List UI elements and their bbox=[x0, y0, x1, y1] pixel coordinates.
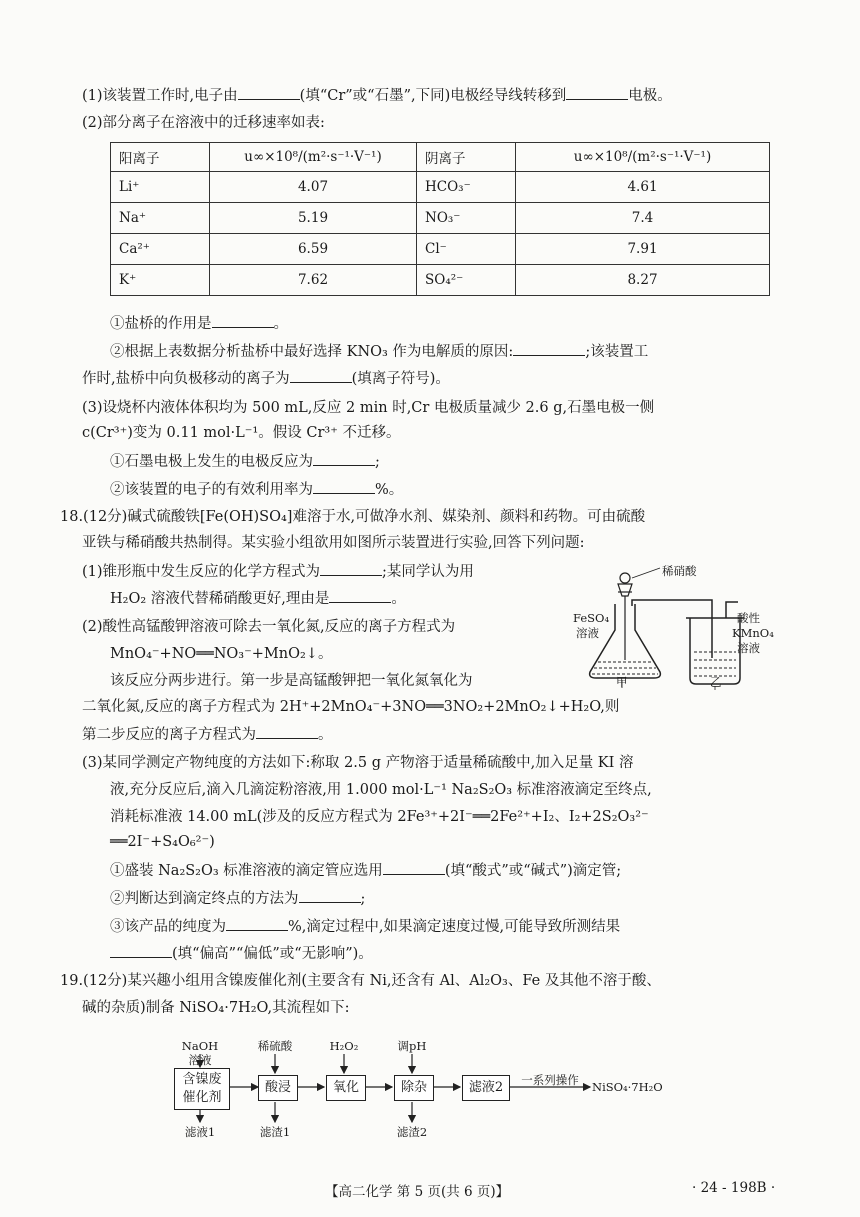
q17-part3-cont: c(Cr³⁺)变为 0.11 mol·L⁻¹。假设 Cr³⁺ 不迁移。 bbox=[82, 425, 401, 441]
delivery-tube bbox=[632, 600, 712, 658]
funnel-body bbox=[618, 584, 632, 596]
q18-sub3: ③该产品的纯度为 %,滴定过程中,如果滴定速度过慢,可能导致所测结果 bbox=[110, 916, 620, 937]
answer-blank[interactable] bbox=[329, 588, 391, 603]
flow-box-catalyst: 含镍废 催化剂 bbox=[174, 1068, 230, 1110]
flow-box-impurity-removal: 除杂 bbox=[394, 1075, 434, 1101]
flow-box-acid-leach: 酸浸 bbox=[258, 1075, 298, 1101]
q17-sub3: ①石墨电极上发生的电极反应为 ; bbox=[110, 451, 380, 472]
answer-blank[interactable] bbox=[299, 888, 361, 903]
residue1-label: 滤渣1 bbox=[259, 1125, 291, 1139]
table-row: Ca²⁺ 6.59 Cl⁻ 7.91 bbox=[111, 234, 770, 265]
q18-part3-cont2: 消耗标准液 14.00 mL(涉及的反应方程式为 2Fe³⁺+2I⁻══2Fe²⁺+I₂、I₂+2S₂O₃²⁻ bbox=[110, 809, 649, 825]
q17-part2: (2)部分离子在溶液中的迁移速率如表: bbox=[82, 115, 325, 131]
q19-stem-cont: 碱的杂质)制备 NiSO₄·7H₂O,其流程如下: bbox=[82, 1000, 350, 1016]
series-operations-label: 一系列操作 bbox=[521, 1073, 579, 1087]
q18-part2-cont2: 二氧化氮,反应的离子方程式为 2H⁺+2MnO₄⁻+3NO══3NO₂+2MnO₂↓+H₂O,则 bbox=[82, 699, 620, 715]
q18-part3: (3)某同学测定产物纯度的方法如下:称取 2.5 g 产物溶于适量稀硫酸中,加入足量 KI 溶 bbox=[82, 755, 634, 771]
feso4-solution-label: 溶液 bbox=[576, 626, 599, 640]
flask-jia-label: 甲 bbox=[616, 675, 628, 689]
naoh-label: NaOH bbox=[181, 1039, 219, 1053]
q17-sub2: ②根据上表数据分析盐桥中最好选择 KNO₃ 作为电解质的原因: ;该装置工 bbox=[110, 341, 648, 362]
q18-part3-cont3: ══2I⁻+S₄O₆²⁻) bbox=[110, 834, 215, 850]
answer-blank[interactable] bbox=[290, 368, 352, 383]
answer-blank[interactable] bbox=[256, 724, 318, 739]
answer-blank[interactable] bbox=[566, 85, 628, 100]
q18-part2-eq: MnO₄⁻+NO══NO₃⁻+MnO₂↓。 bbox=[110, 646, 333, 662]
table-row: Li⁺ 4.07 HCO₃⁻ 4.61 bbox=[111, 172, 770, 203]
q17-part1: (1)该装置工作时,电子由 (填“Cr”或“石墨”,下同)电极经导线转移到 电极。 bbox=[82, 85, 672, 106]
dilute-nitric-acid-label: 稀硝酸 bbox=[662, 564, 697, 578]
answer-blank[interactable] bbox=[513, 341, 585, 356]
answer-blank[interactable] bbox=[238, 85, 300, 100]
q18-stem: 18.(12分)碱式硫酸铁[Fe(OH)SO₄]难溶于水,可做净水剂、媒染剂、颜料和药物。可由硫酸 bbox=[60, 509, 646, 525]
table-row: Na⁺ 5.19 NO₃⁻ 7.4 bbox=[111, 203, 770, 234]
answer-blank[interactable] bbox=[383, 860, 445, 875]
answer-blank[interactable] bbox=[110, 943, 172, 958]
answer-blank[interactable] bbox=[212, 313, 274, 328]
q18-sub1: ①盛装 Na₂S₂O₃ 标准溶液的滴定管应选用 (填“酸式”或“碱式”)滴定管; bbox=[110, 860, 621, 881]
q18-part1: (1)锥形瓶中发生反应的化学方程式为 ;某同学认为用 bbox=[82, 561, 474, 582]
filtrate1-label: 滤液1 bbox=[184, 1125, 216, 1139]
ion-migration-table bbox=[110, 142, 770, 296]
table-row: K⁺ 7.62 SO₄²⁻ 8.27 bbox=[111, 265, 770, 296]
q17-sub4: ②该装置的电子的有效利用率为 %。 bbox=[110, 479, 403, 500]
flow-box-filtrate2: 滤液2 bbox=[462, 1075, 510, 1101]
q18-stem-cont: 亚铁与稀硝酸共热制得。某实验小组欲用如图所示装置进行实验,回答下列问题: bbox=[82, 535, 585, 551]
q17-sub2-cont: 作时,盐桥中向负极移动的离子为 (填离子符号)。 bbox=[82, 368, 450, 389]
adjust-ph-label: 调pH bbox=[397, 1039, 427, 1053]
funnel-bulb bbox=[620, 573, 630, 583]
answer-blank[interactable] bbox=[313, 479, 375, 494]
q19-stem: 19.(12分)某兴趣小组用含镍废催化剂(主要含有 Ni,还含有 Al、Al₂O₃、Fe 及其他不溶于酸、 bbox=[60, 973, 661, 989]
q18-part2-cont3: 第二步反应的离子方程式为 。 bbox=[82, 724, 333, 745]
feso4-label: FeSO₄ bbox=[573, 611, 610, 625]
naoh-solution-label: 溶液 bbox=[188, 1053, 212, 1067]
answer-blank[interactable] bbox=[226, 916, 288, 931]
q17-part3: (3)设烧杯内液体体积均为 500 mL,反应 2 min 时,Cr 电极质量减少 2.6 g,石墨电极一侧 bbox=[82, 400, 655, 416]
table-header-row: 阳离子 u∞×10⁸/(m²·s⁻¹·V⁻¹) 阴离子 u∞×10⁸/(m²·s⁻¹·V⁻¹) bbox=[111, 143, 770, 172]
answer-blank[interactable] bbox=[313, 451, 375, 466]
kmno4-label-2: KMnO₄ bbox=[732, 626, 774, 640]
q18-part2: (2)酸性高锰酸钾溶液可除去一氧化氮,反应的离子方程式为 bbox=[82, 619, 456, 635]
residue2-label: 滤渣2 bbox=[396, 1125, 428, 1139]
bottle-yi-label: 乙 bbox=[710, 675, 722, 689]
flow-box-oxidation: 氧化 bbox=[326, 1075, 366, 1101]
q18-part1-cont: H₂O₂ 溶液代替稀硝酸更好,理由是 。 bbox=[110, 588, 406, 609]
answer-blank[interactable] bbox=[320, 561, 382, 576]
page-footer: 【高二化学 第 5 页(共 6 页)】 bbox=[325, 1184, 510, 1200]
q18-part2-cont: 该反应分两步进行。第一步是高锰酸钾把一氧化氮氧化为 bbox=[110, 673, 473, 689]
kmno4-label-1: 酸性 bbox=[737, 611, 760, 625]
exam-code: · 24 - 198B · bbox=[692, 1180, 776, 1196]
kmno4-label-3: 溶液 bbox=[737, 641, 760, 655]
product-label: NiSO₄·7H₂O bbox=[592, 1080, 663, 1094]
q17-sub1: ①盐桥的作用是 。 bbox=[110, 313, 288, 334]
q18-sub2: ②判断达到滴定终点的方法为 ; bbox=[110, 888, 365, 909]
q18-part3-cont: 液,充分反应后,滴入几滴淀粉溶液,用 1.000 mol·L⁻¹ Na₂S₂O₃ 标准溶液滴定至终点, bbox=[110, 782, 652, 798]
dilute-sulfuric-acid-label: 稀硫酸 bbox=[257, 1039, 293, 1053]
q18-sub3-cont: (填“偏高”“偏低”或“无影响”)。 bbox=[110, 943, 373, 964]
h2o2-label: H₂O₂ bbox=[329, 1039, 359, 1053]
